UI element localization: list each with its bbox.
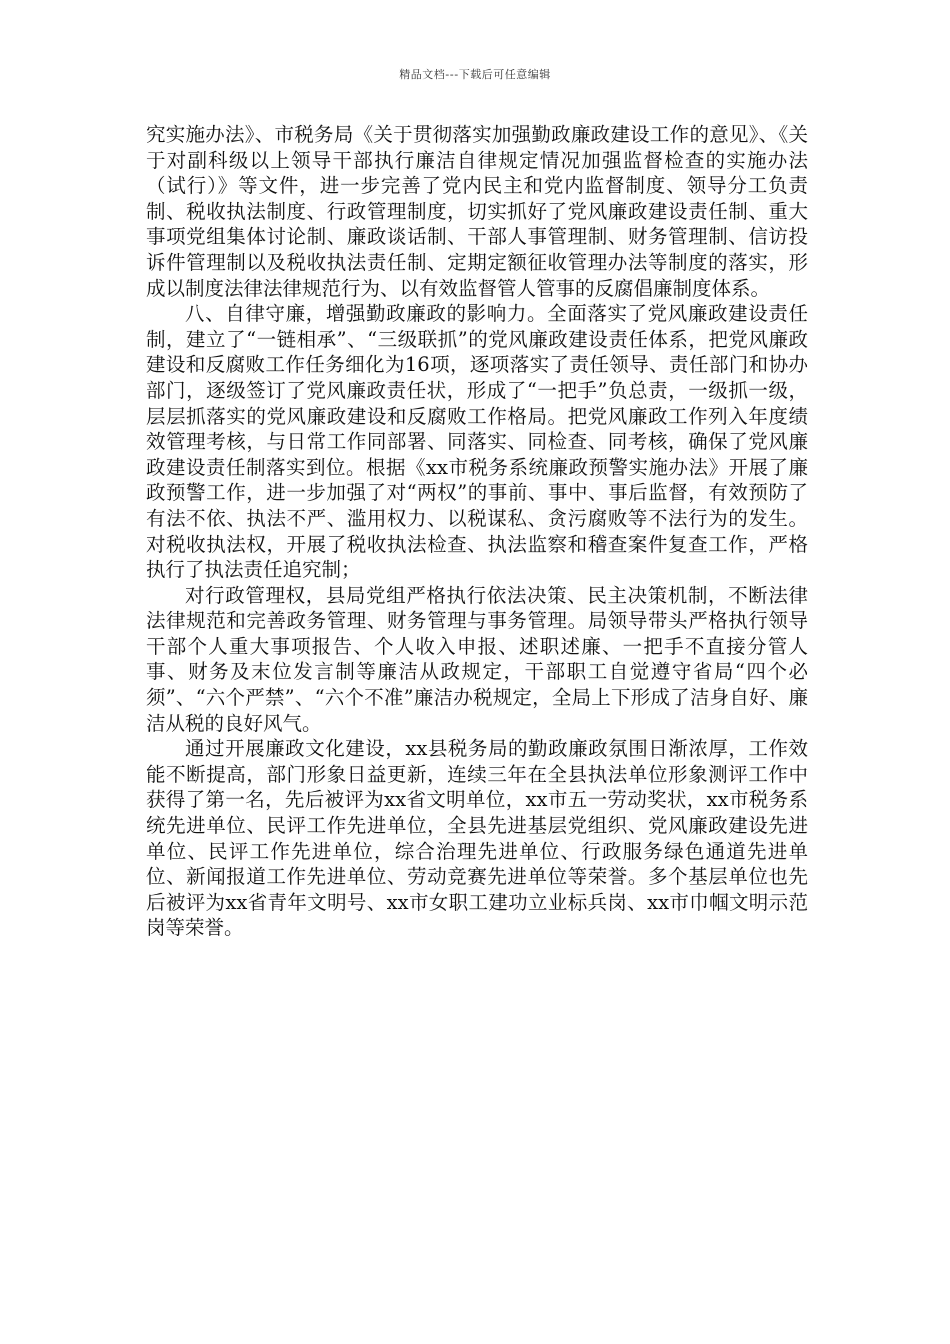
paragraph-4: 通过开展廉政文化建设，xx县税务局的勤政廉政氛围日渐浓厚，工作效能不断提高，部门形象日益更新，连续三年在全县执法单位形象测评工作中获得了第一名，先后被评为xx省文明单位，xx市五一劳动奖状，xx市税务系统先进单位、民评工作先进单位，全县先进基层党组织、党风廉政建设先进单位、民评工作先进单位，综合治理先进单位、行政服务绿色通道先进单位、新闻报道工作先进单位、劳动竞赛先进单位等荣誉。多个基层单位也先后被评为xx省青年文明号、xx市女职工建功立业标兵岗、xx市巾帼文明示范岗等荣誉。 xyxy=(146,737,808,940)
page-header: 精品文档---下载后可任意编辑 xyxy=(399,68,551,81)
paragraph-1: 究实施办法》、市税务局《关于贯彻落实加强勤政廉政建设工作的意见》、《关于对副科级以上领导干部执行廉洁自律规定情况加强监督检查的实施办法（试行）》等文件，进一步完善了党内民主和党内监督制度、领导分工负责制、税收执法制度、行政管理制度，切实抓好了党风廉政建设责任制、重大事项党组集体讨论制、廉政谈话制、干部人事管理制、财务管理制、信访投诉件管理制以及税收执法责任制、定期定额征收管理办法等制度的落实，形成以制度法律法律规范行为、以有效监督管人管事的反腐倡廉制度体系。 xyxy=(146,123,808,300)
paragraph-3: 对行政管理权，县局党组严格执行依法决策、民主决策机制，不断法律法律规范和完善政务管理、财务管理与事务管理。局领导带头严格执行领导干部个人重大事项报告、个人收入申报、述职述廉、一把手不直接分管人事、财务及末位发言制等廉洁从政规定，干部职工自觉遵守省局“四个必须”、“六个严禁”、“六个不准”廉洁办税规定，全局上下形成了洁身自好、廉洁从税的良好风气。 xyxy=(146,583,808,735)
paragraph-2: 八、自律守廉，增强勤政廉政的影响力。全面落实了党风廉政建设责任制，建立了“一链相承”、“三级联抓”的党风廉政建设责任体系，把党风廉政建设和反腐败工作任务细化为16项，逐项落实了责任领导、责任部门和协办部门，逐级签订了党风廉政责任状，形成了“一把手”负总责，一级抓一级，层层抓落实的党风廉政建设和反腐败工作格局。把党风廉政工作列入年度绩效管理考核，与日常工作同部署、同落实、同检查、同考核，确保了党风廉政建设责任制落实到位。根据《xx市税务系统廉政预警实施办法》开展了廉政预警工作，进一步加强了对“两权”的事前、事中、事后监督，有效预防了有法不依、执法不严、滥用权力、以税谋私、贪污腐败等不法行为的发生。对税收执法权，开展了税收执法检查、执法监察和稽查案件复查工作，严格执行了执法责任追究制； xyxy=(146,302,808,582)
document-body xyxy=(146,122,808,941)
